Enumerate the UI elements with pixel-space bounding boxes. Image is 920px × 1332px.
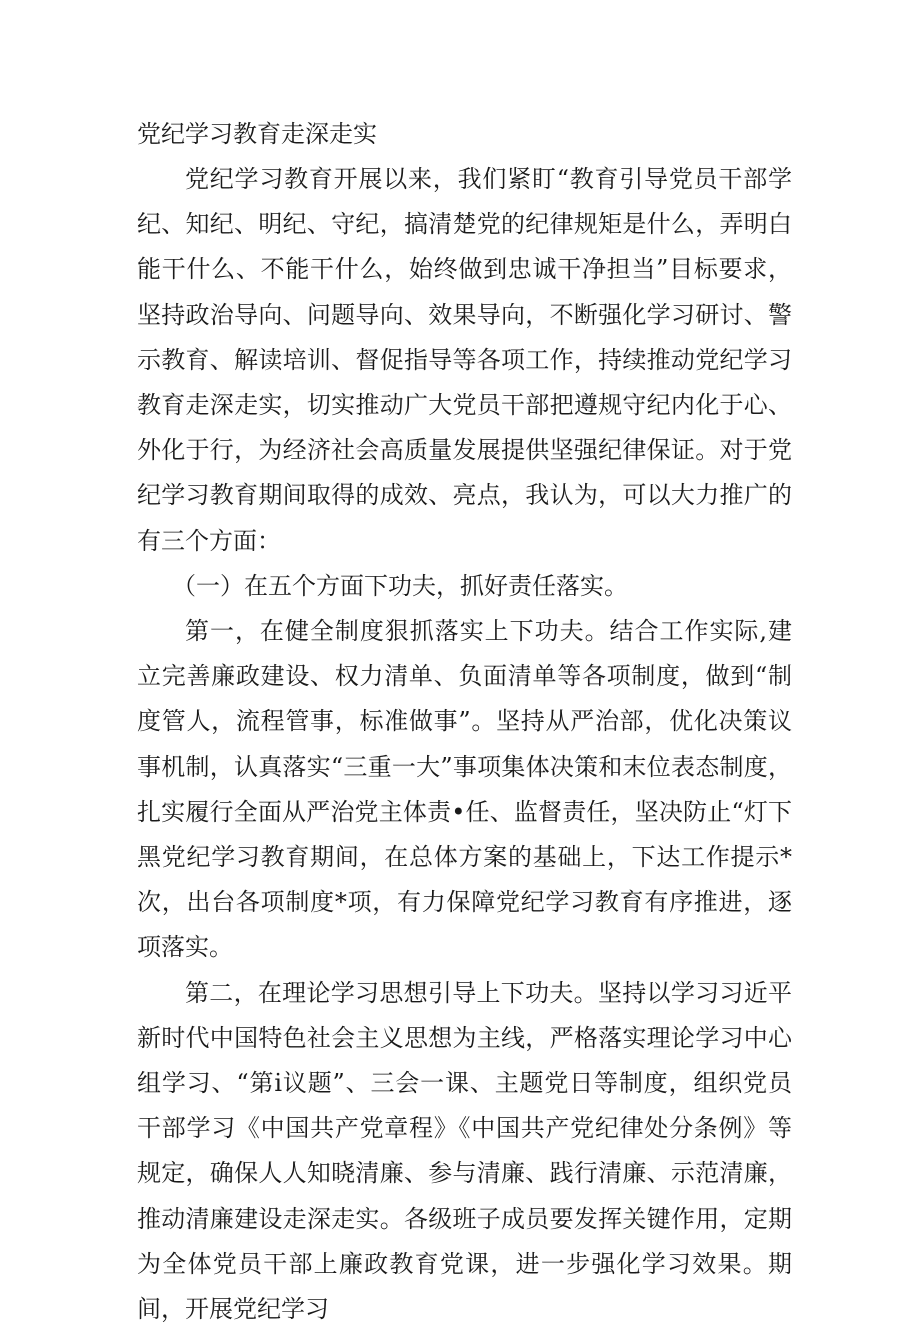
- document-title: 党纪学习教育走深走实: [137, 120, 377, 148]
- intro-paragraph: 党纪学习教育开展以来，我们紧盯“教育引导党员干部学纪、知纪、明纪、守纪，搞清楚党的纪律规矩是什么，弄明白能干什么、不能干什么，始终做到忠诚干净担当”目标要求，坚持政治导向、问题导向、效果导向，不断强化学习研讨、警示教育、解读培训、督促指导等各项工作，持续推动党纪学习教育走深走实，切实推动广大党员干部把遵规守纪内化于心、外化于行，为经济社会高质量发展提供坚强纪律保证。对于党纪学习教育期间取得的成效、亮点，我认为，可以大力推广的有三个方面：: [137, 165, 792, 555]
- document-body: [137, 157, 792, 1332]
- point-2-paragraph: 第二，在理论学习思想引导上下功夫。坚持以学习习近平新时代中国特色社会主义思想为主线，严格落实理论学习中心组学习、“第i议题”、三会一课、主题党日等制度，组织党员干部学习《中国共产党章程》《中国共产党纪律处分条例》等规定，确保人人知晓清廉、参与清廉、践行清廉、示范清廉，推动清廉建设走深走实。各级班子成员要发挥关键作用，定期为全体党员干部上廉政教育党课，进一步强化学习效果。期间，开展党纪学习: [137, 978, 792, 1324]
- section-heading-1: （一）在五个方面下功夫，抓好责任落实。: [172, 571, 628, 600]
- point-1-paragraph: 第一，在健全制度狠抓落实上下功夫。结合工作实际,建立完善廉政建设、权力清单、负面清单等各项制度，做到“制度管人，流程管事，标准做事”。坚持从严治部，优化决策议事机制，认真落实“三重一大”事项集体决策和末位表态制度，扎实履行全面从严治党主体责•任、监督责任，坚决防止“灯下黑党纪学习教育期间，在总体方案的基础上，下达工作提示*次，出台各项制度*项，有力保障党纪学习教育有序推进，逐项落实。: [137, 617, 792, 962]
